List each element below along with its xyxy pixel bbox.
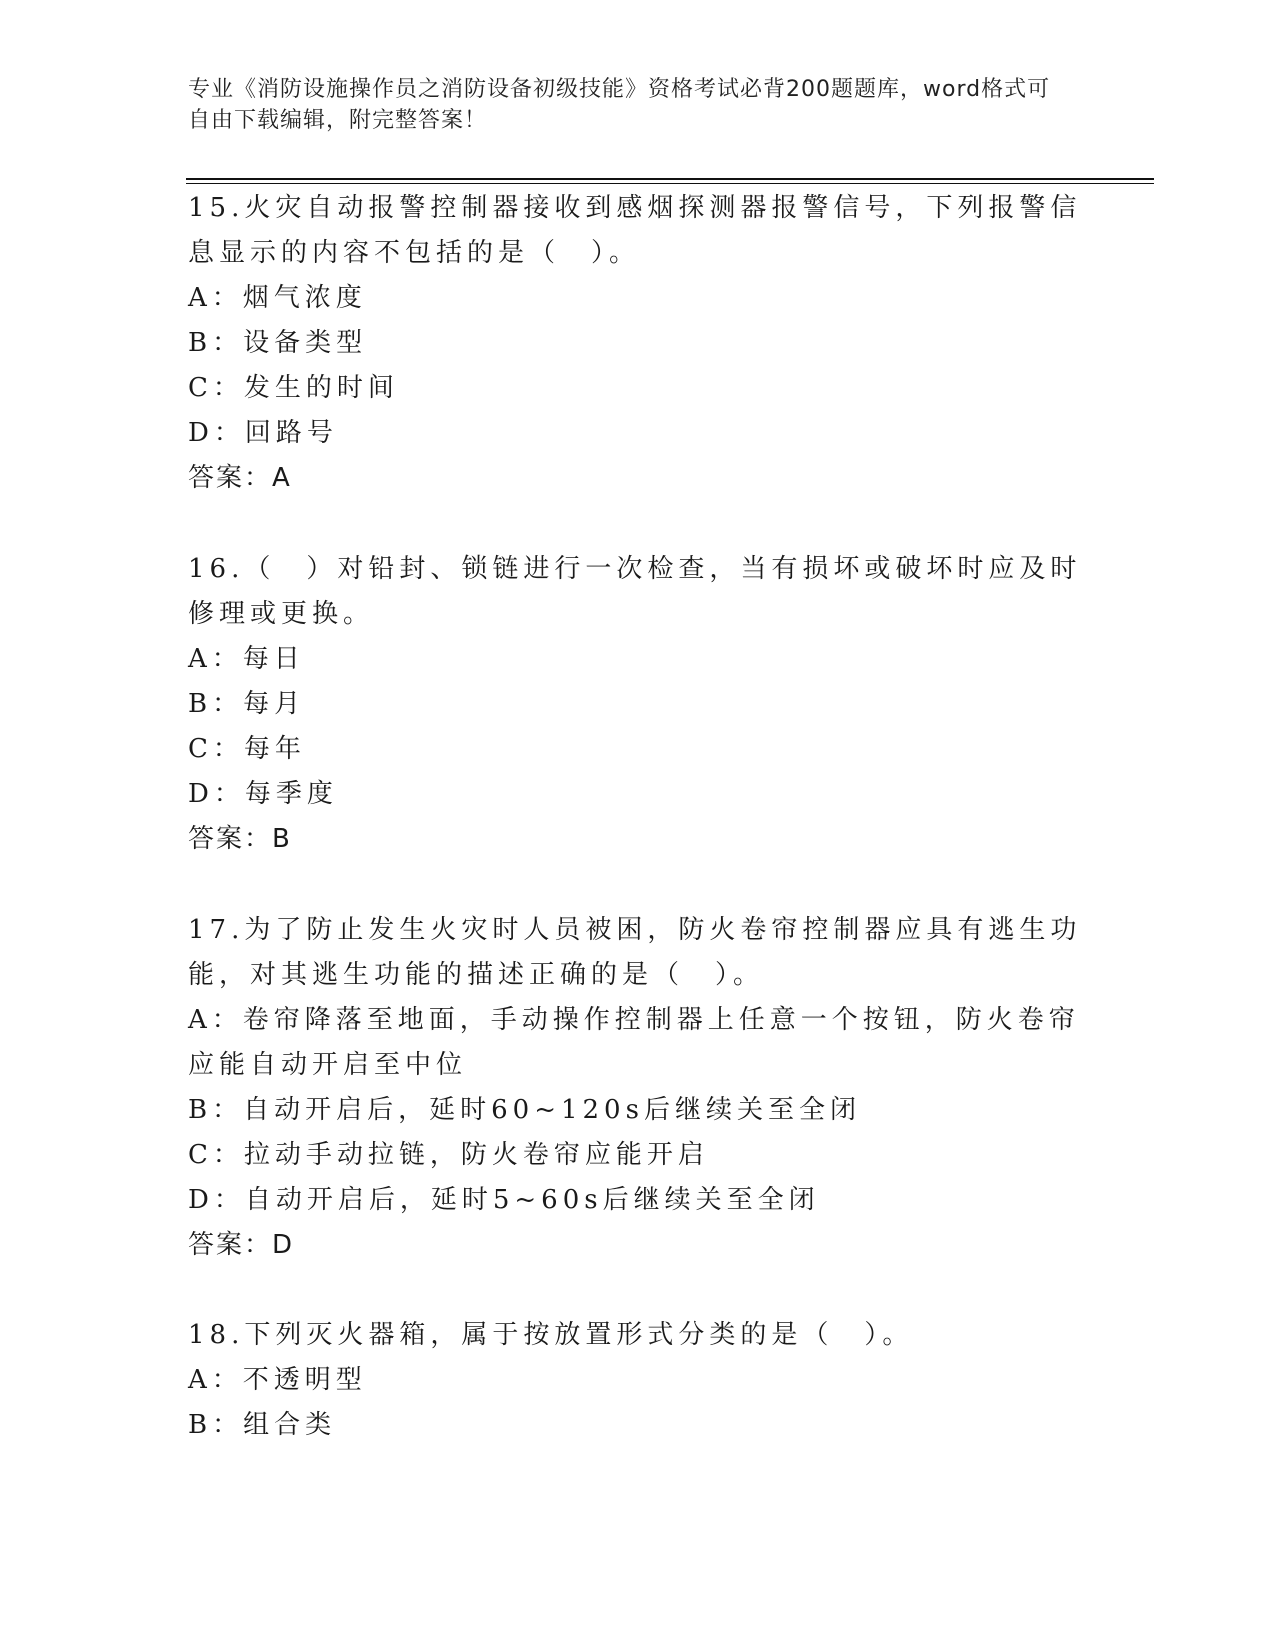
question-stem: 16.（ ）对铅封、锁链进行一次检查，当有损坏或破坏时应及时修理或更换。 xyxy=(188,554,1082,629)
question-stem: 18.下列灭火器箱，属于按放置形式分类的是（ ）。 xyxy=(188,1320,914,1350)
answer-line: 答案：B xyxy=(188,824,292,854)
question-15 xyxy=(188,186,1088,501)
question-18 xyxy=(188,1313,1088,1448)
option-d: D：回路号 xyxy=(188,418,338,448)
question-stem: 17.为了防止发生火灾时人员被困，防火卷帘控制器应具有逃生功能，对其逃生功能的描述正确的是（ ）。 xyxy=(188,915,1082,990)
option-d: D：每季度 xyxy=(188,779,338,809)
option-b: B：设备类型 xyxy=(188,328,368,358)
option-b: B：每月 xyxy=(188,689,306,719)
option-c: C：发生的时间 xyxy=(188,373,399,403)
question-17 xyxy=(188,908,1088,1268)
option-b: B：组合类 xyxy=(188,1410,337,1440)
option-a: A：每日 xyxy=(188,644,305,674)
option-c: C：每年 xyxy=(188,734,306,764)
option-d: D：自动开启后，延时5~60s后继续关至全闭 xyxy=(188,1185,820,1215)
answer-line: 答案：D xyxy=(188,1230,295,1260)
option-a: A：不透明型 xyxy=(188,1365,367,1395)
question-16 xyxy=(188,547,1088,862)
question-stem: 15.火灾自动报警控制器接收到感烟探测器报警信号，下列报警信息显示的内容不包括的是（ ）。 xyxy=(188,193,1082,268)
document-header: 专业《消防设施操作员之消防设备初级技能》资格考试必背200题题库，word格式可自由下载编辑，附完整答案！ xyxy=(188,77,1051,133)
option-a: A：烟气浓度 xyxy=(188,283,367,313)
header-divider-thick xyxy=(186,178,1154,180)
header-divider-thin xyxy=(186,183,1154,184)
option-c: C：拉动手动拉链，防火卷帘应能开启 xyxy=(188,1140,709,1170)
answer-line: 答案：A xyxy=(188,463,292,493)
option-a: A：卷帘降落至地面，手动操作控制器上任意一个按钮，防火卷帘应能自动开启至中位 xyxy=(188,1005,1080,1080)
option-b: B：自动开启后，延时60~120s后继续关至全闭 xyxy=(188,1095,861,1125)
